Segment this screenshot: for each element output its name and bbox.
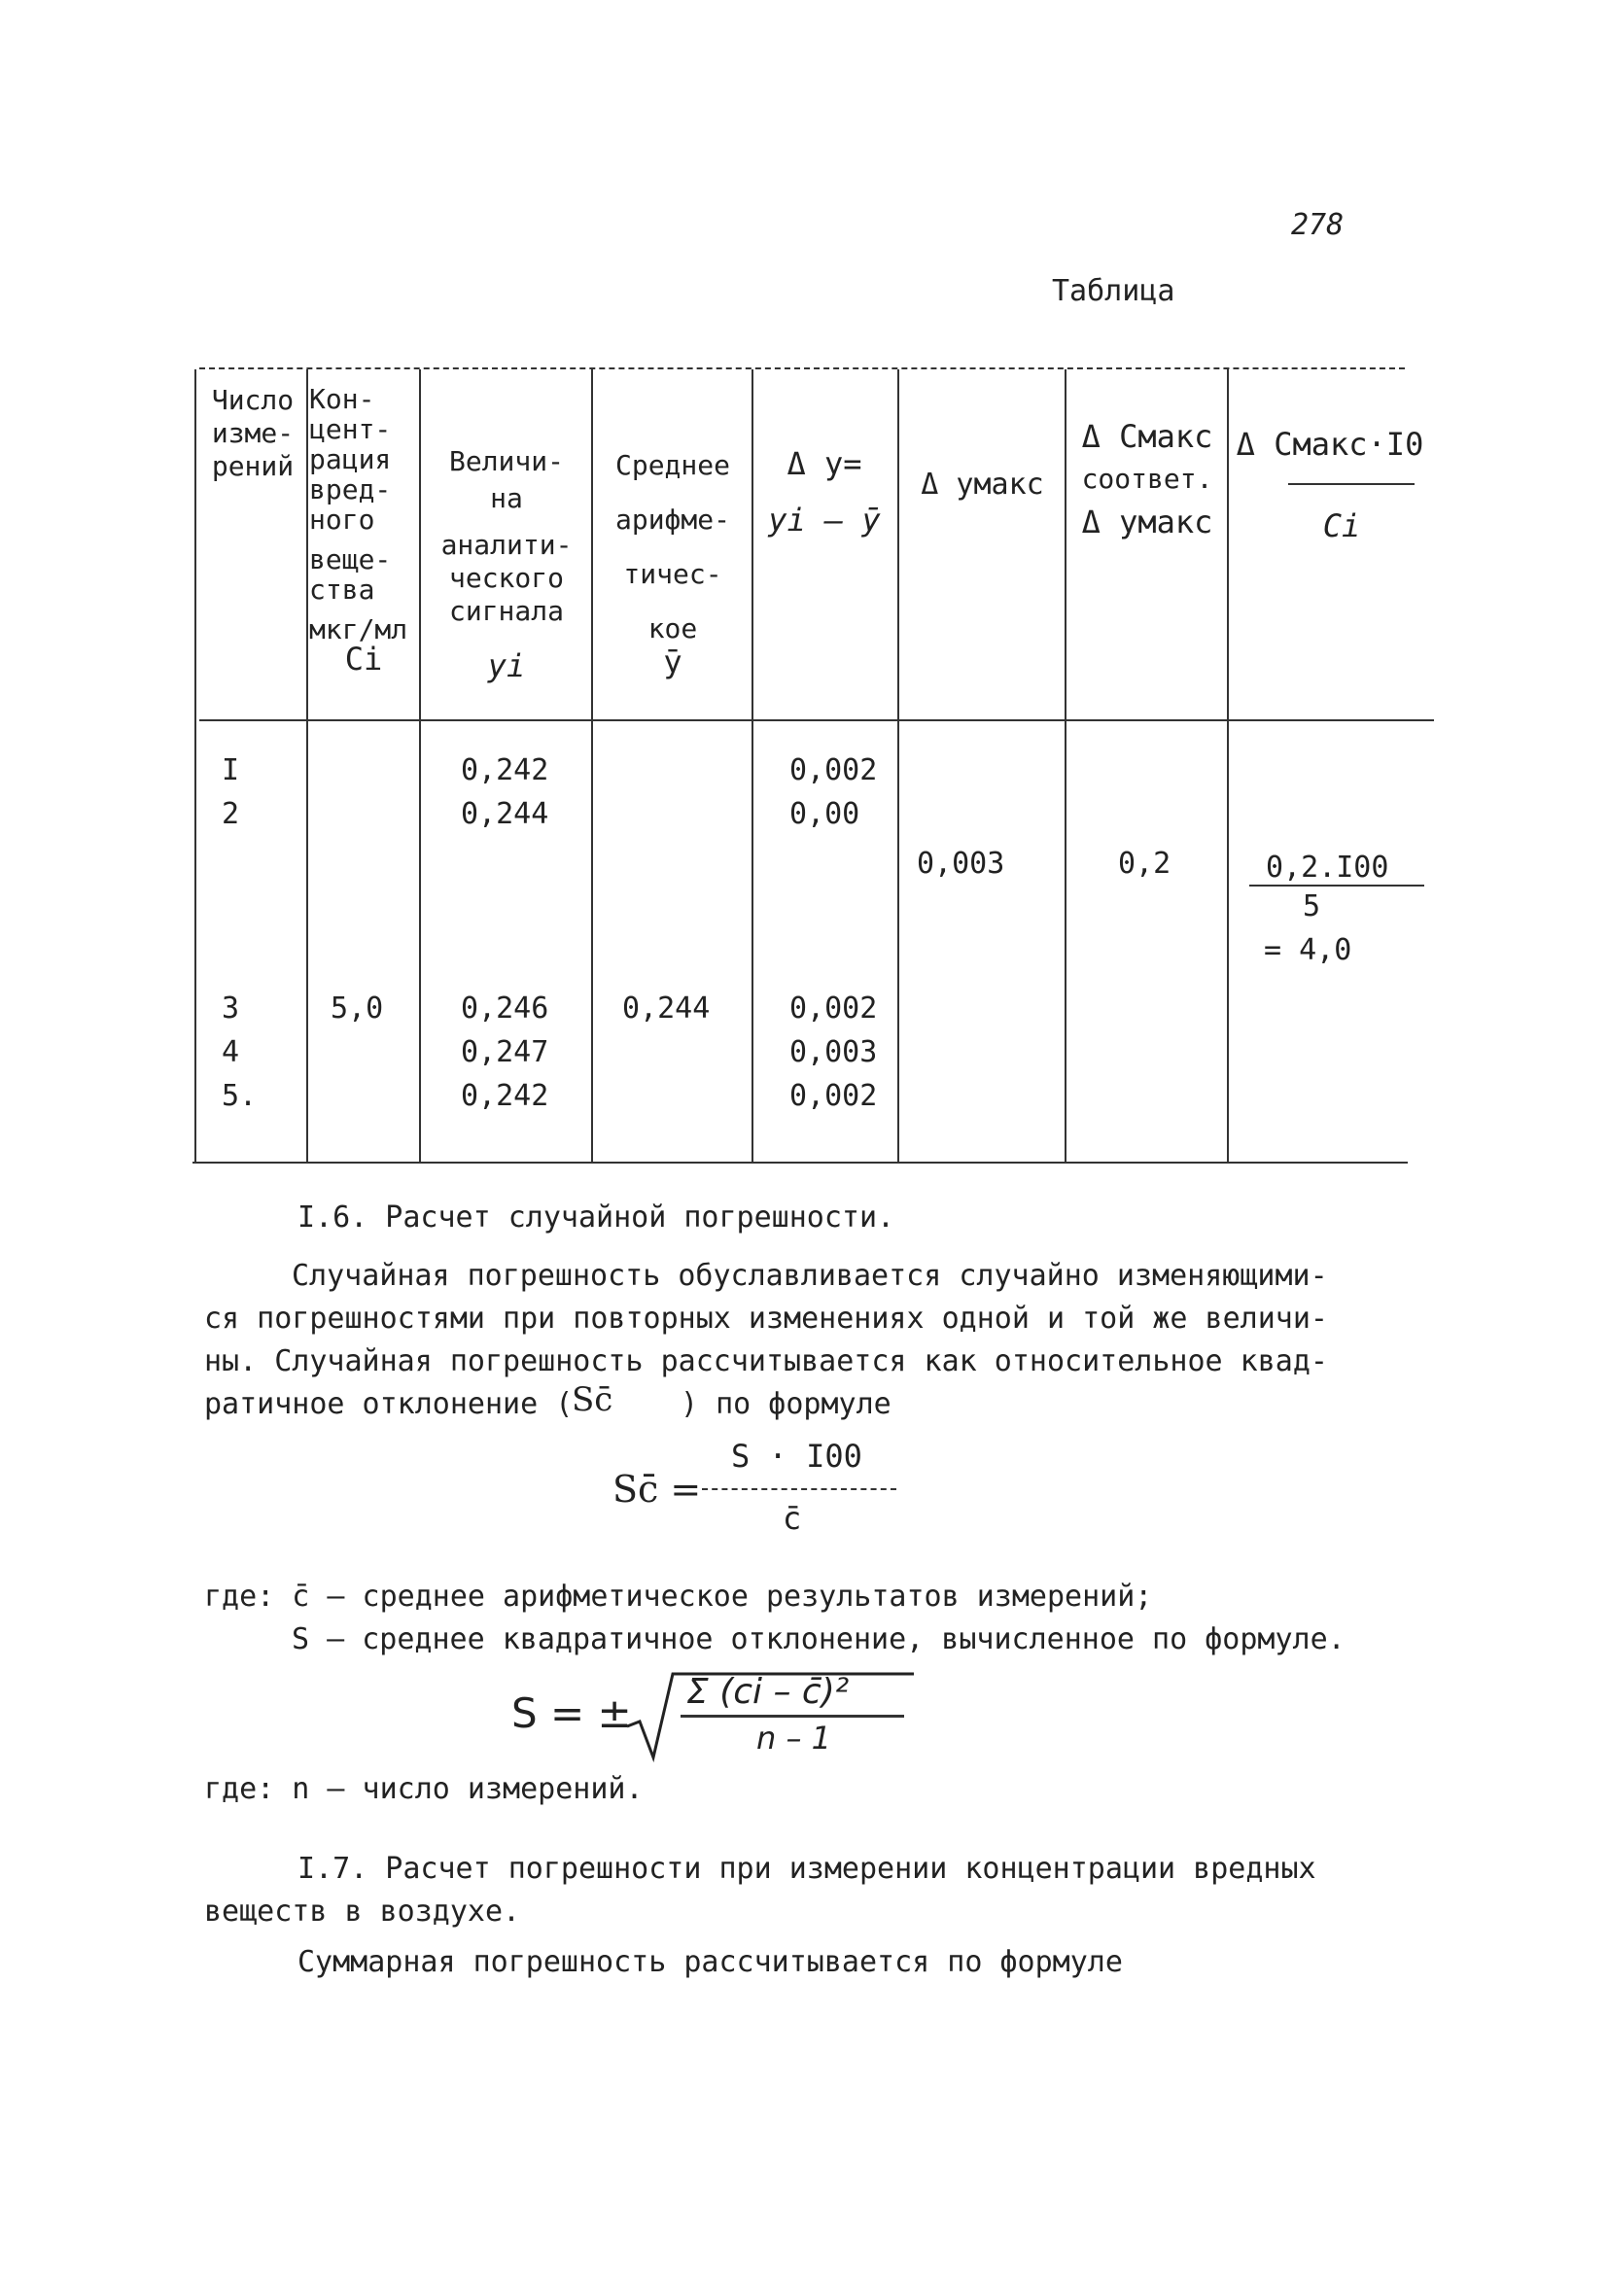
cell-signal: 0,244 bbox=[461, 797, 549, 831]
header-text: вред- bbox=[309, 473, 392, 505]
header-text: yi – ȳ bbox=[768, 502, 881, 539]
cell-relative-result: = 4,0 bbox=[1264, 933, 1352, 967]
header-text: соответ. bbox=[1081, 463, 1213, 495]
table-vline bbox=[897, 369, 899, 1162]
table-vline bbox=[194, 369, 196, 1162]
header-text: Ci bbox=[344, 641, 383, 678]
header-concentration bbox=[309, 383, 418, 678]
formula-lhs: Sc̄ = bbox=[612, 1468, 702, 1511]
header-text: веще- bbox=[309, 543, 392, 575]
cell-delta-y: 0,00 bbox=[789, 797, 860, 831]
cell-relative-numerator: 0,2.I00 bbox=[1266, 851, 1389, 885]
cell-signal: 0,242 bbox=[461, 753, 549, 787]
table-vline bbox=[419, 369, 421, 1162]
paragraph-line: ны. Случайная погрешность рассчитывается как относительное квад- bbox=[204, 1344, 1328, 1378]
definition-line: S – среднее квадратичное отклонение, вычисленное по формуле. bbox=[292, 1622, 1346, 1656]
header-text: аналити- bbox=[440, 529, 573, 561]
table-vline bbox=[591, 369, 593, 1162]
header-text: сигнала bbox=[448, 595, 564, 627]
cell-average: 0,244 bbox=[622, 991, 711, 1026]
header-fraction-bar bbox=[1288, 483, 1415, 485]
header-text: арифме- bbox=[614, 504, 730, 536]
header-text: yi bbox=[487, 647, 526, 684]
paragraph-line: ) по формуле bbox=[681, 1387, 891, 1421]
header-text: Величи- bbox=[448, 445, 564, 477]
formula-numerator: Σ (ci – c̄)² bbox=[686, 1672, 850, 1712]
row-number: 2 bbox=[222, 797, 240, 831]
header-delta-y bbox=[756, 447, 892, 537]
section-heading: веществ в воздухе. bbox=[204, 1895, 521, 1929]
header-text: Ci bbox=[1322, 507, 1361, 544]
header-text: Δ yмакс bbox=[1081, 504, 1213, 540]
header-text: Кон- bbox=[309, 383, 375, 415]
table-vline bbox=[1065, 369, 1066, 1162]
header-text: Δ y= bbox=[787, 445, 862, 482]
header-average bbox=[595, 449, 751, 678]
header-text: ства bbox=[309, 574, 375, 606]
header-text: Δ Cмакс bbox=[1081, 418, 1213, 455]
row-number: I bbox=[222, 753, 240, 787]
cell-delta-y: 0,002 bbox=[789, 753, 878, 787]
cell-signal: 0,242 bbox=[461, 1079, 549, 1113]
section-heading: I.7. Расчет погрешности при измерении концентрации вредных bbox=[297, 1852, 1316, 1886]
cell-delta-y: 0,002 bbox=[789, 991, 878, 1026]
header-text: ческого bbox=[448, 562, 564, 594]
header-text: ного bbox=[309, 504, 375, 536]
paragraph-line: ратичное отклонение ( bbox=[204, 1387, 574, 1421]
table-bottom-rule bbox=[192, 1162, 1408, 1164]
header-text: ȳ bbox=[663, 644, 682, 680]
formula-denominator: c̄ bbox=[783, 1500, 802, 1537]
cell-delta-y: 0,003 bbox=[789, 1035, 878, 1069]
cell-signal: 0,246 bbox=[461, 991, 549, 1026]
header-delta-y-max bbox=[902, 469, 1063, 502]
header-text: Среднее bbox=[614, 449, 730, 481]
formula-numerator: S · I00 bbox=[731, 1438, 862, 1475]
definition-line: где: n – число измерений. bbox=[204, 1772, 644, 1806]
table-caption: Таблица bbox=[1052, 274, 1175, 308]
paragraph-line: ся погрешностями при повторных изменениях одной и той же величи- bbox=[204, 1302, 1328, 1336]
row-number: 5. bbox=[222, 1079, 258, 1113]
formula-lhs: S = ± bbox=[511, 1689, 632, 1737]
row-number: 3 bbox=[222, 991, 240, 1026]
inline-symbol: Sc̄ bbox=[572, 1380, 613, 1419]
formula-fraction-bar bbox=[702, 1488, 896, 1490]
header-text: мкг/мл bbox=[309, 613, 408, 645]
paragraph-line: Случайная погрешность обуславливается случайно изменяющими- bbox=[292, 1259, 1328, 1293]
cell-delta-y: 0,002 bbox=[789, 1079, 878, 1113]
relative-fraction-bar bbox=[1249, 885, 1424, 887]
table-vline bbox=[306, 369, 308, 1162]
paragraph-line: Суммарная погрешность рассчитывается по формуле bbox=[297, 1945, 1123, 1979]
cell-delta-c-max: 0,2 bbox=[1118, 847, 1171, 881]
table-vline bbox=[752, 369, 753, 1162]
header-text: изме- bbox=[211, 417, 295, 449]
cell-relative-denominator: 5 bbox=[1303, 889, 1321, 923]
header-relative bbox=[1233, 428, 1427, 461]
row-number: 4 bbox=[222, 1035, 240, 1069]
table-vline bbox=[1227, 369, 1229, 1162]
header-text: кое bbox=[647, 612, 698, 644]
section-heading: I.6. Расчет случайной погрешности. bbox=[297, 1200, 895, 1235]
header-delta-c-max bbox=[1069, 420, 1225, 539]
formula-denominator: n – 1 bbox=[756, 1720, 831, 1757]
table-header-rule bbox=[199, 719, 1434, 721]
header-text: тичес- bbox=[623, 558, 722, 590]
header-text: цент- bbox=[309, 413, 392, 445]
cell-delta-y-max: 0,003 bbox=[917, 847, 1005, 881]
cell-concentration: 5,0 bbox=[331, 991, 384, 1026]
header-text: Число bbox=[211, 384, 295, 416]
header-signal bbox=[424, 445, 589, 682]
header-count bbox=[199, 384, 306, 483]
header-text: на bbox=[490, 482, 523, 514]
table-top-rule bbox=[199, 367, 1405, 369]
header-text: Δ Cмакс·I0 bbox=[1236, 426, 1424, 463]
cell-signal: 0,247 bbox=[461, 1035, 549, 1069]
header-text: Δ yмакс bbox=[921, 468, 1044, 502]
header-text: рений bbox=[211, 450, 295, 482]
definition-line: где: c̄ – среднее арифметическое результатов измерений; bbox=[204, 1580, 1153, 1614]
page-number: 278 bbox=[1291, 208, 1345, 242]
header-text: рация bbox=[309, 443, 392, 475]
